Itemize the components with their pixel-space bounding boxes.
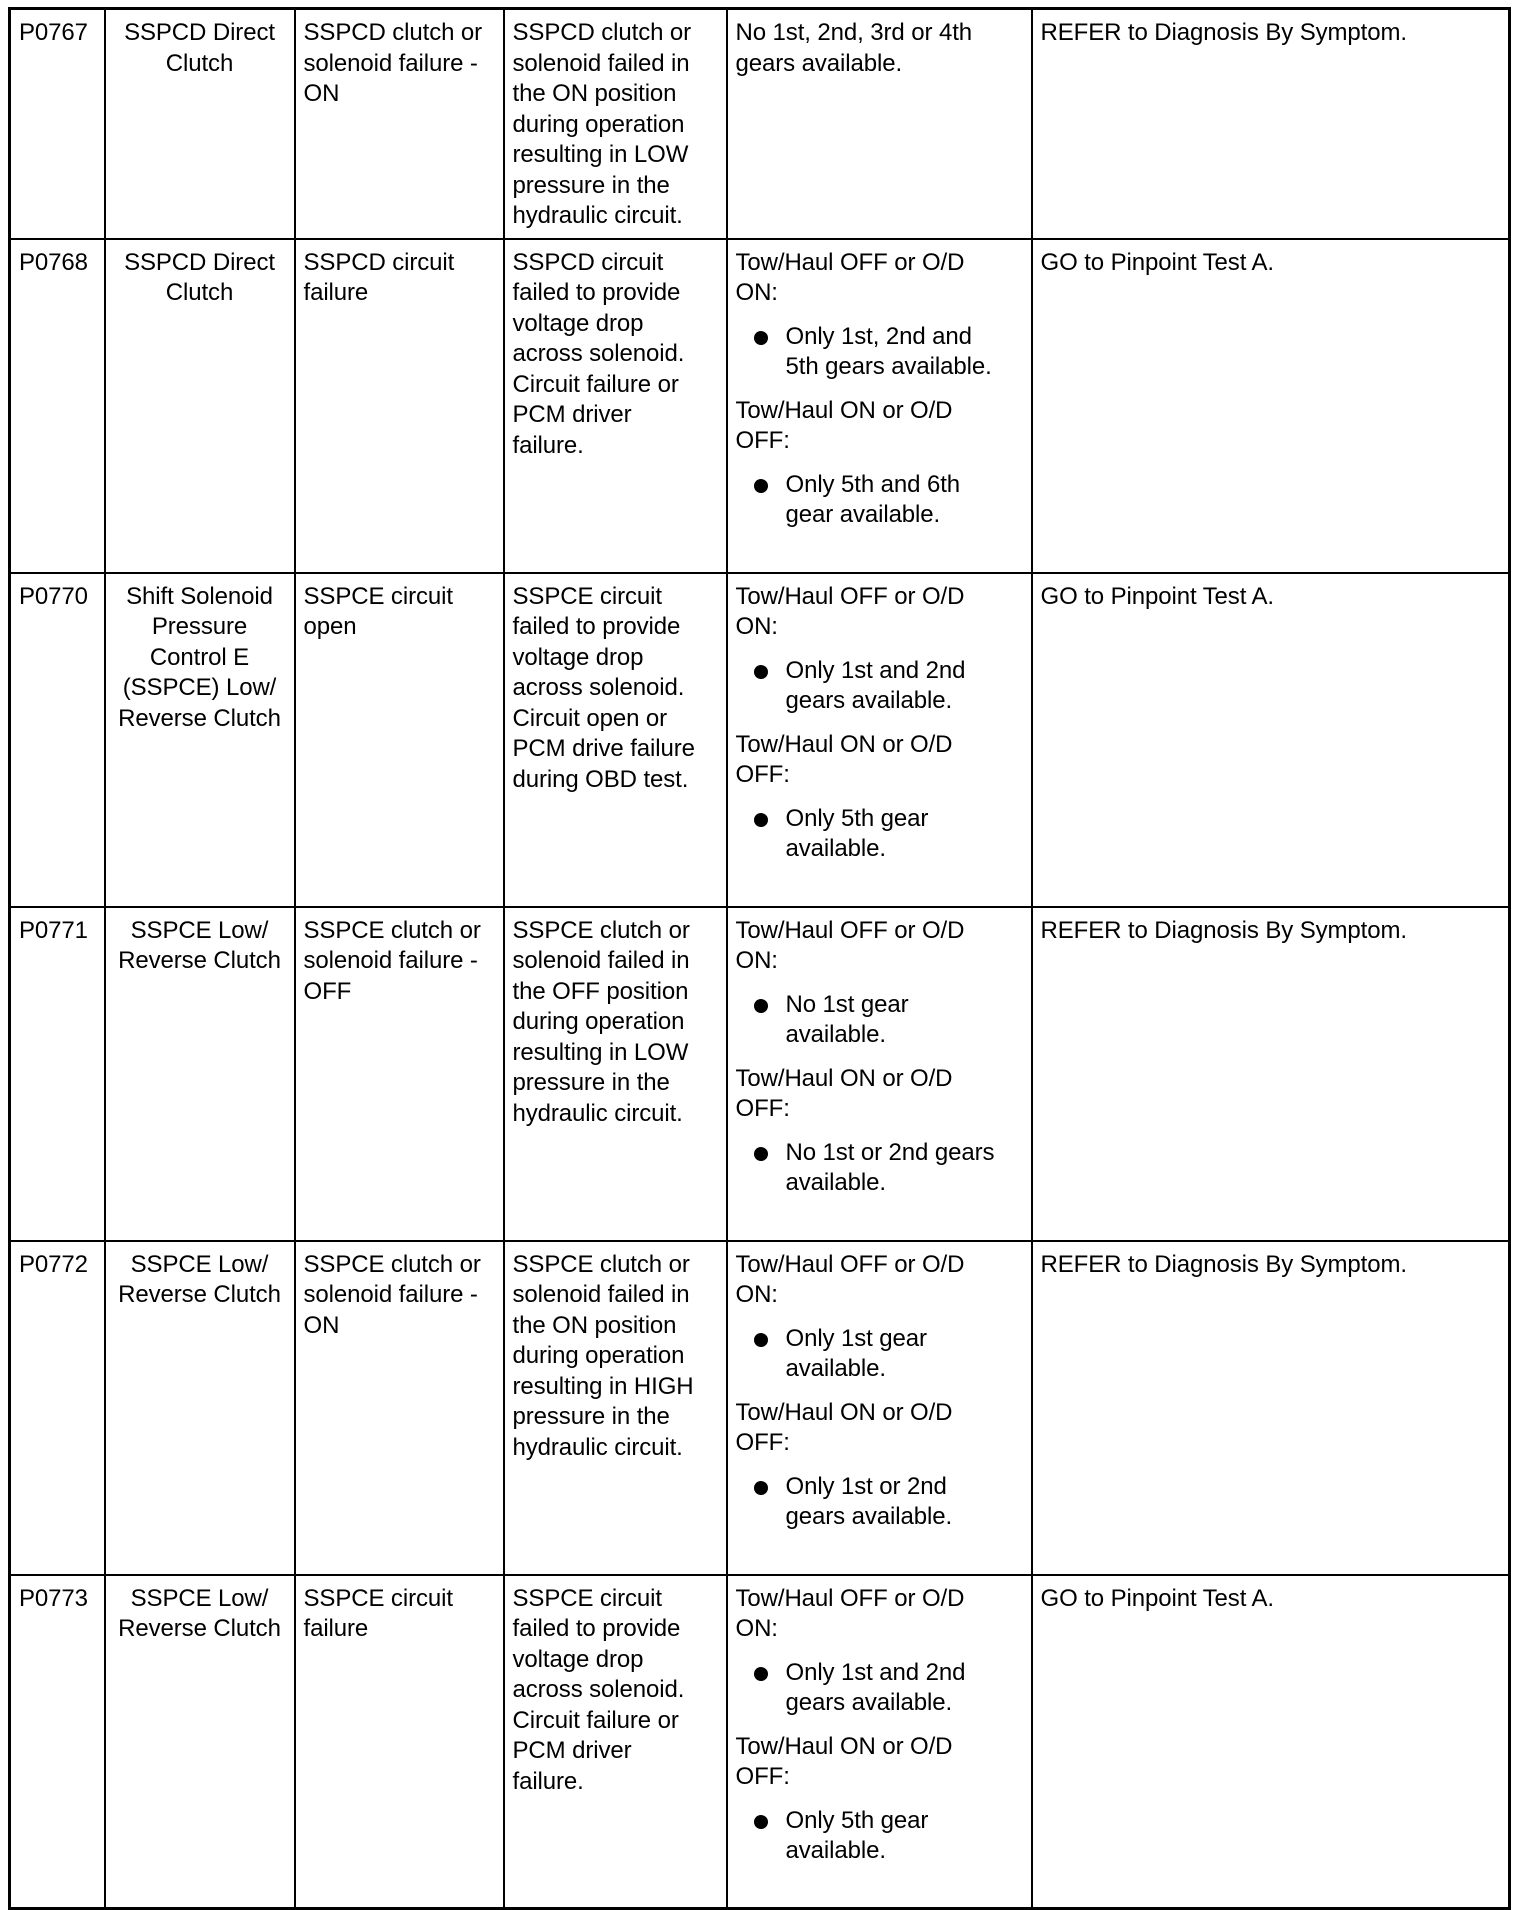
dtc-description-line: pressure in the: [512, 1403, 670, 1430]
bullet-icon: [754, 1333, 768, 1347]
dtc-action-cell: [1032, 9, 1510, 239]
dtc-description-line: the OFF position: [512, 977, 689, 1005]
dtc-description-line: Circuit failure or: [512, 370, 679, 398]
dtc-description-line: voltage drop: [512, 309, 644, 337]
dtc-condition-line: open: [303, 613, 357, 640]
symptom-line: gears available.: [785, 687, 953, 714]
bullet-icon: [754, 1481, 768, 1495]
dtc-action-cell: [1032, 573, 1510, 907]
symptom-line: available.: [785, 1169, 886, 1196]
dtc-code-cell: [10, 1241, 105, 1575]
symptom-line: gears available.: [785, 1503, 953, 1530]
symptom-line: ON:: [735, 1281, 778, 1308]
symptom-heading-towhaul-off: [736, 1250, 1023, 1311]
dtc-condition-line: solenoid failure -: [303, 947, 478, 974]
symptom-text: [736, 18, 1023, 79]
bullet-icon: [754, 479, 768, 493]
dtc-name-line: SSPCD Direct: [124, 19, 275, 46]
dtc-action-cell: [1032, 1575, 1510, 1909]
dtc-condition-cell: [295, 239, 504, 573]
dtc-description-line: PCM driver: [512, 1737, 632, 1764]
dtc-name-line: Pressure: [151, 613, 248, 640]
symptom-line: Only 1st gear: [785, 1324, 927, 1352]
dtc-code: P0771: [19, 916, 88, 944]
dtc-description-line: across solenoid.: [512, 674, 685, 701]
dtc-description-cell: [504, 1575, 727, 1909]
dtc-condition-line: SSPCE clutch or: [303, 1250, 481, 1278]
dtc-description-line: solenoid failed in: [512, 1281, 690, 1308]
symptom-line: Tow/Haul ON or O/D: [735, 1398, 953, 1426]
symptom-line: Only 1st and 2nd: [785, 1658, 966, 1686]
dtc-condition-line: OFF: [303, 977, 352, 1005]
dtc-description-line: SSPCE clutch or: [512, 916, 690, 944]
dtc-description-cell: [504, 907, 727, 1241]
dtc-name-line: Reverse Clutch: [118, 1615, 281, 1642]
dtc-action: REFER to Diagnosis By Symptom.: [1040, 19, 1407, 46]
dtc-condition-line: SSPCE clutch or: [303, 916, 481, 944]
bullet-icon: [754, 813, 768, 827]
bullet-icon: [754, 1147, 768, 1161]
bullet-icon: [754, 1815, 768, 1829]
symptom-line: ON:: [735, 1615, 778, 1642]
dtc-name-cell: [105, 907, 295, 1241]
dtc-name-line: Reverse Clutch: [118, 704, 281, 732]
dtc-description-line: solenoid failed in: [512, 49, 690, 77]
symptom-line: Tow/Haul OFF or O/D: [735, 248, 965, 276]
dtc-name-line: Reverse Clutch: [118, 947, 281, 974]
dtc-description-line: the ON position: [512, 80, 677, 107]
dtc-condition-cell: [295, 907, 504, 1241]
dtc-description-line: SSPCE circuit: [512, 1584, 662, 1612]
dtc-description-line: resulting in LOW: [512, 1038, 689, 1066]
dtc-description-cell: [504, 9, 727, 239]
symptom-line: available.: [785, 835, 886, 862]
dtc-name-cell: [105, 239, 295, 573]
symptom-line: ON:: [735, 279, 778, 306]
symptom-line: ON:: [735, 947, 778, 974]
symptom-bullet: [736, 1138, 1023, 1199]
symptom-line: Tow/Haul OFF or O/D: [735, 1250, 965, 1278]
symptom-bullet: [736, 804, 1023, 865]
dtc-code-cell: [10, 239, 105, 573]
dtc-code: P0767: [19, 19, 88, 46]
dtc-condition-line: SSPCE circuit: [303, 1584, 453, 1612]
dtc-description-line: solenoid failed in: [512, 947, 690, 974]
symptom-line: Tow/Haul OFF or O/D: [735, 582, 965, 610]
symptom-line: No 1st or 2nd gears: [785, 1138, 995, 1166]
dtc-action: GO to Pinpoint Test A.: [1040, 582, 1274, 610]
dtc-description-line: pressure in the: [512, 171, 670, 199]
dtc-description-line: SSPCD circuit: [512, 248, 664, 276]
dtc-description-line: SSPCE clutch or: [512, 1250, 690, 1278]
dtc-name-line: Reverse Clutch: [118, 1281, 281, 1308]
symptom-line: Only 5th gear: [785, 1806, 929, 1834]
dtc-description-line: during OBD test.: [512, 765, 689, 793]
symptom-bullet: [736, 470, 1023, 531]
symptom-line: No 1st gear: [785, 990, 909, 1018]
symptom-heading-towhaul-on: [736, 396, 1023, 457]
dtc-description-line: across solenoid.: [512, 1676, 685, 1703]
dtc-name-line: SSPCD Direct: [124, 248, 275, 276]
dtc-condition-line: failure: [303, 279, 369, 306]
dtc-symptom-cell: [727, 1575, 1032, 1909]
dtc-description-line: during operation: [512, 1008, 685, 1035]
dtc-condition-cell: [295, 1241, 504, 1575]
symptom-heading-towhaul-off: [736, 582, 1023, 643]
dtc-name-line: (SSPCE) Low/: [122, 674, 277, 701]
symptom-line: Tow/Haul ON or O/D: [735, 1064, 953, 1092]
symptom-line: Only 5th and 6th: [785, 470, 961, 498]
dtc-symptom-cell: [727, 239, 1032, 573]
bullet-icon: [754, 999, 768, 1013]
dtc-description-line: SSPCD clutch or: [512, 19, 692, 46]
dtc-action: REFER to Diagnosis By Symptom.: [1040, 916, 1407, 944]
dtc-name-line: SSPCE Low/: [130, 1250, 269, 1278]
dtc-condition-line: SSPCD circuit: [303, 248, 455, 276]
symptom-line: 5th gears available.: [785, 353, 992, 380]
symptom-bullet: [736, 1658, 1023, 1719]
table-row: [10, 1575, 1510, 1909]
dtc-code-cell: [10, 907, 105, 1241]
symptom-line: gear available.: [785, 501, 941, 528]
dtc-condition-line: SSPCD clutch or: [303, 19, 483, 46]
symptom-line: OFF:: [735, 1763, 790, 1790]
dtc-description-line: resulting in HIGH: [512, 1372, 694, 1400]
bullet-icon: [754, 331, 768, 345]
dtc-code-cell: [10, 1575, 105, 1909]
symptom-line: available.: [785, 1837, 886, 1864]
symptom-bullet: [736, 656, 1023, 717]
symptom-line: OFF:: [735, 761, 790, 788]
dtc-condition-line: failure: [303, 1615, 369, 1642]
dtc-action-cell: [1032, 239, 1510, 573]
dtc-name-cell: [105, 1241, 295, 1575]
dtc-description-line: hydraulic circuit.: [512, 1433, 683, 1461]
symptom-line: Tow/Haul OFF or O/D: [735, 1584, 965, 1612]
dtc-code: P0773: [19, 1584, 88, 1612]
dtc-condition-line: solenoid failure -: [303, 1281, 478, 1308]
dtc-code-cell: [10, 573, 105, 907]
dtc-description-line: failure.: [512, 1767, 584, 1795]
symptom-line: available.: [785, 1021, 886, 1048]
dtc-description-line: voltage drop: [512, 1645, 644, 1673]
symptom-heading-towhaul-off: [736, 248, 1023, 309]
dtc-condition-cell: [295, 9, 504, 239]
dtc-name-cell: [105, 573, 295, 907]
symptom-line: Only 1st or 2nd: [785, 1472, 947, 1500]
dtc-code: P0772: [19, 1250, 88, 1278]
dtc-description-line: during operation: [512, 1342, 685, 1369]
dtc-description-line: pressure in the: [512, 1069, 670, 1096]
dtc-description-line: PCM driver: [512, 401, 632, 428]
dtc-description-line: failed to provide: [512, 279, 681, 306]
dtc-name-cell: [105, 1575, 295, 1909]
dtc-description-line: failure.: [512, 431, 584, 459]
symptom-bullet: [736, 322, 1023, 383]
symptom-bullet: [736, 1806, 1023, 1867]
symptom-line: Only 1st, 2nd and: [785, 322, 972, 350]
dtc-description-line: hydraulic circuit.: [512, 1099, 683, 1127]
dtc-action-cell: [1032, 1241, 1510, 1575]
dtc-description-line: PCM drive failure: [512, 735, 695, 762]
symptom-line: Tow/Haul ON or O/D: [735, 396, 953, 424]
dtc-condition-line: ON: [303, 1311, 340, 1339]
symptom-line: Only 1st and 2nd: [785, 656, 966, 684]
symptom-line: Tow/Haul ON or O/D: [735, 1732, 953, 1760]
symptom-heading-towhaul-on: [736, 1064, 1023, 1125]
dtc-condition-line: solenoid failure -: [303, 49, 478, 77]
dtc-description-line: SSPCE circuit: [512, 582, 662, 610]
symptom-line: No 1st, 2nd, 3rd or 4th: [735, 19, 973, 46]
symptom-bullet: [736, 1324, 1023, 1385]
dtc-code-cell: [10, 9, 105, 239]
symptom-heading-towhaul-off: [736, 916, 1023, 977]
bullet-icon: [754, 1667, 768, 1681]
dtc-description-cell: [504, 1241, 727, 1575]
dtc-action: GO to Pinpoint Test A.: [1040, 1584, 1274, 1612]
dtc-description-line: failed to provide: [512, 1615, 681, 1642]
dtc-description-cell: [504, 239, 727, 573]
bullet-icon: [754, 665, 768, 679]
table-row: [10, 239, 1510, 573]
dtc-code: P0770: [19, 582, 88, 610]
dtc-action: REFER to Diagnosis By Symptom.: [1040, 1250, 1407, 1278]
dtc-name-line: SSPCE Low/: [130, 916, 269, 944]
dtc-condition-line: ON: [303, 80, 340, 107]
dtc-symptom-cell: [727, 9, 1032, 239]
table-row: [10, 573, 1510, 907]
dtc-name-line: Shift Solenoid: [126, 582, 273, 610]
symptom-bullet: [736, 990, 1023, 1051]
dtc-symptom-cell: [727, 907, 1032, 1241]
dtc-action: GO to Pinpoint Test A.: [1040, 248, 1274, 276]
dtc-description-line: the ON position: [512, 1311, 677, 1339]
symptom-line: available.: [785, 1355, 886, 1382]
symptom-heading-towhaul-off: [736, 1584, 1023, 1645]
dtc-name-line: Clutch: [165, 279, 234, 306]
dtc-symptom-cell: [727, 573, 1032, 907]
symptom-line: ON:: [735, 613, 778, 640]
table-row: [10, 1241, 1510, 1575]
dtc-condition-cell: [295, 1575, 504, 1909]
dtc-description-line: Circuit failure or: [512, 1706, 679, 1734]
dtc-name-line: Clutch: [165, 49, 234, 77]
dtc-description-line: voltage drop: [512, 643, 644, 671]
dtc-description-line: Circuit open or: [512, 704, 668, 732]
symptom-line: OFF:: [735, 427, 790, 454]
symptom-line: Tow/Haul ON or O/D: [735, 730, 953, 758]
dtc-description-line: failed to provide: [512, 613, 681, 640]
table-row: [10, 9, 1510, 239]
symptom-line: OFF:: [735, 1429, 790, 1456]
dtc-description-line: hydraulic circuit.: [512, 202, 683, 229]
symptom-line: OFF:: [735, 1095, 790, 1122]
dtc-name-line: Control E: [149, 643, 250, 671]
symptom-heading-towhaul-on: [736, 730, 1023, 791]
symptom-bullet: [736, 1472, 1023, 1533]
dtc-code: P0768: [19, 248, 88, 276]
dtc-condition-line: SSPCE circuit: [303, 582, 453, 610]
symptom-heading-towhaul-on: [736, 1398, 1023, 1459]
dtc-description-line: across solenoid.: [512, 340, 685, 367]
symptom-line: gears available.: [785, 1689, 953, 1716]
symptom-line: Only 5th gear: [785, 804, 929, 832]
dtc-action-cell: [1032, 907, 1510, 1241]
dtc-name-line: SSPCE Low/: [130, 1584, 269, 1612]
table-row: [10, 907, 1510, 1241]
dtc-symptom-cell: [727, 1241, 1032, 1575]
dtc-table: [8, 7, 1511, 1910]
symptom-line: gears available.: [735, 49, 903, 77]
symptom-heading-towhaul-on: [736, 1732, 1023, 1793]
symptom-line: Tow/Haul OFF or O/D: [735, 916, 965, 944]
dtc-name-cell: [105, 9, 295, 239]
dtc-description-line: resulting in LOW: [512, 141, 689, 168]
dtc-condition-cell: [295, 573, 504, 907]
dtc-description-line: during operation: [512, 110, 685, 138]
dtc-description-cell: [504, 573, 727, 907]
